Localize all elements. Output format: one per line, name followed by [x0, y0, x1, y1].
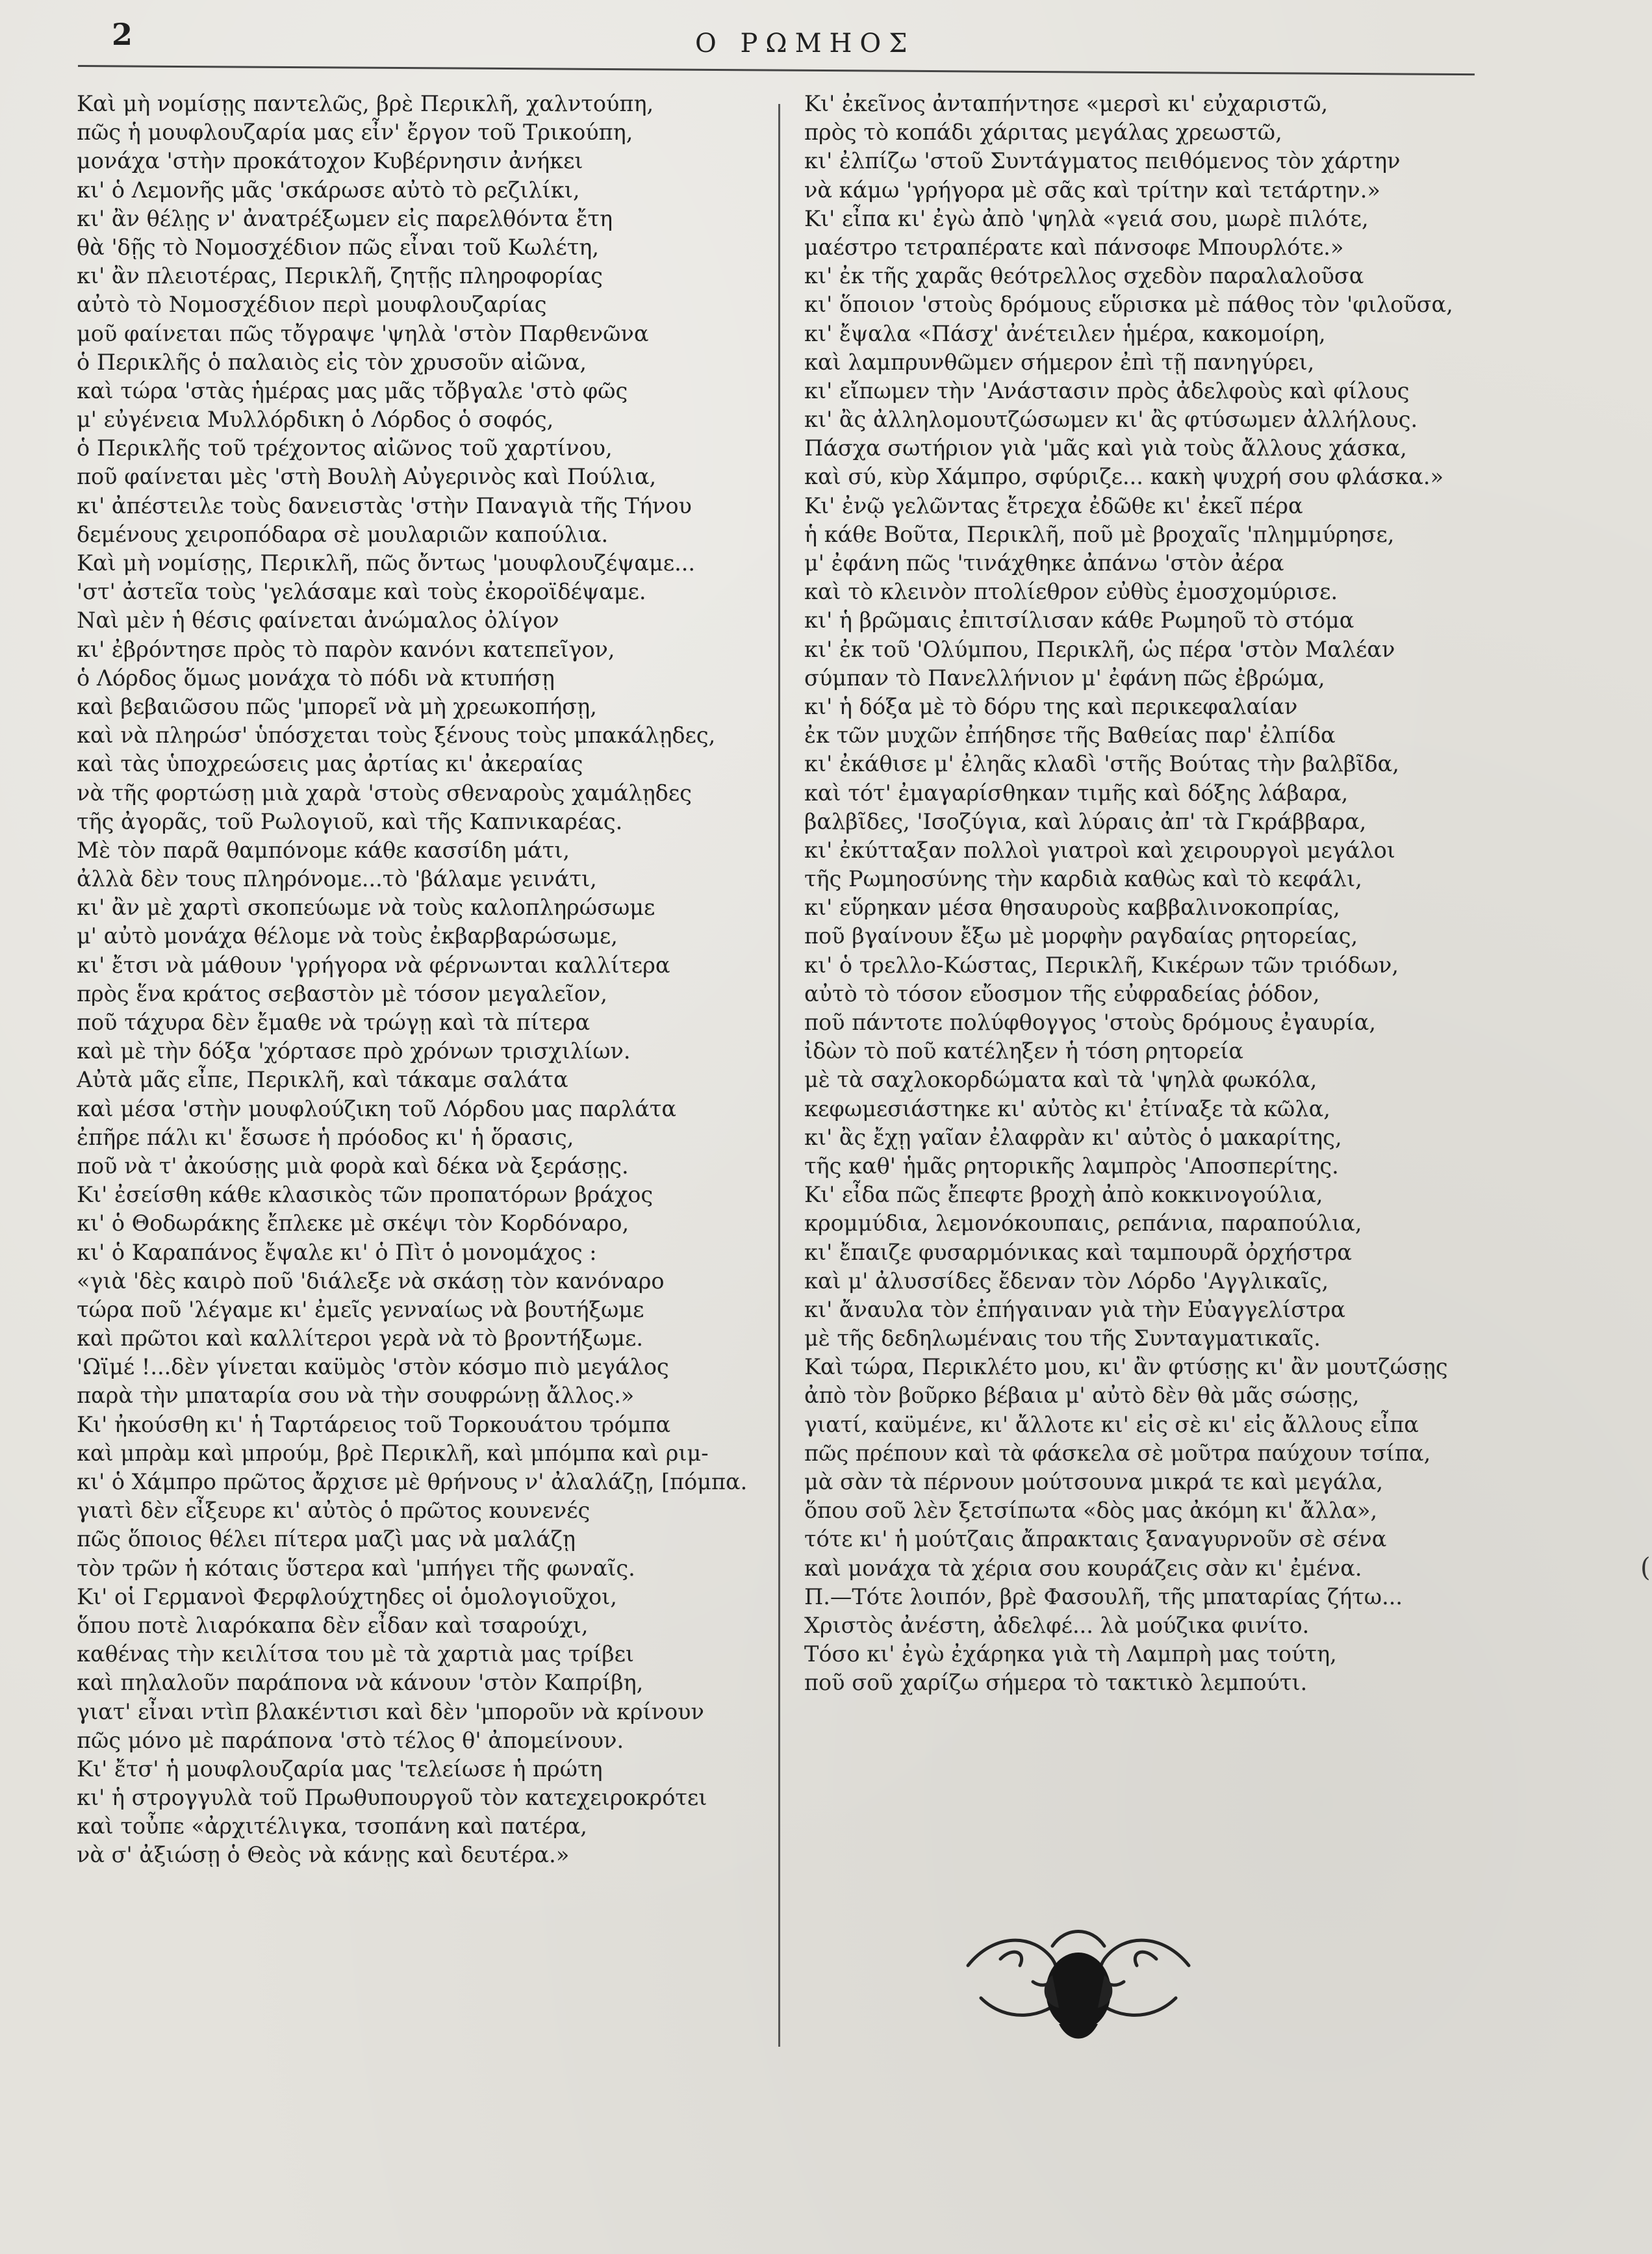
column-divider	[778, 104, 780, 2047]
text-line: Κι' ἐκεῖνος ἀνταπήντησε «μερσὶ κι' εὐχαριστῶ,	[804, 91, 1328, 116]
text-line: κι' ἂν μὲ χαρτὶ σκοπεύωμε νὰ τοὺς καλοπληρώσωμε	[77, 895, 655, 921]
text-line: κι' ἡ βρῶμαις ἐπιτσίλισαν κάθε Ρωμηοῦ τὸ στόμα	[804, 608, 1354, 634]
text-line: ποῦ σοῦ χαρίζω σήμερα τὸ τακτικὸ λεμπούτι.	[804, 1670, 1308, 1696]
text-line: καὶ βεβαιῶσου πῶς 'μπορεῖ νὰ μὴ χρεωκοπήσῃ,	[77, 693, 597, 719]
text-line: καὶ τοὖπε «ἀρχιτέλιγκα, τσοπάνη καὶ πατέρα,	[77, 1813, 587, 1839]
text-line: καθένας τὴν κειλίτσα του μὲ τὰ χαρτιὰ μας τρίβει	[77, 1641, 635, 1667]
text-line: Π.—Τότε λοιπόν, βρὲ Φασουλῆ, τῆς μπαταρίας ζήτω...	[804, 1583, 1403, 1609]
text-line: δεμένους χειροπόδαρα σὲ μουλαριῶν καπούλια.	[77, 521, 609, 547]
text-line: Μὲ τὸν παρᾶ θαμπόνομε κάθε κασσίδη μάτι,	[77, 837, 570, 863]
text-line: κι' ἐκ τῆς χαρᾶς θεότρελλος σχεδὸν παραλαλοῦσα	[804, 263, 1364, 289]
right-column	[804, 90, 1473, 1698]
text-line: καὶ λαμπρυνθῶμεν σήμερον ἐπὶ τῇ πανηγύρει,	[804, 349, 1315, 375]
text-line: Κι' ἐσείσθη κάθε κλασικὸς τῶν προπατόρων βράχος	[77, 1182, 654, 1208]
text-line: κι' ὁ Χάμπρο πρῶτος ἄρχισε μὲ θρήνους ν' ἀλαλάζῃ, [πόμπα.	[77, 1469, 748, 1494]
text-line: μοῦ φαίνεται πῶς τὄγραψε 'ψηλὰ 'στὸν Παρθενῶνα	[77, 320, 649, 346]
text-line: 'στ' ἀστεῖα τοὺς 'γελάσαμε καὶ τοὺς ἐκοροϊδέψαμε.	[77, 579, 646, 605]
text-line: Καὶ τώρα, Περικλέτο μου, κι' ἂν φτύσῃς κι' ἂν μουτζώσῃς	[804, 1354, 1448, 1380]
text-line: ποῦ νὰ τ' ἀκούσῃς μιὰ φορὰ καὶ δέκα νὰ ξεράσῃς.	[77, 1153, 629, 1179]
text-line: κι' ἔτσι νὰ μάθουν 'γρήγορα νὰ φέρνωνται καλλίτερα	[77, 952, 670, 978]
text-line: πρὸς ἕνα κράτος σεβαστὸν μὲ τόσον μεγαλεῖον,	[77, 980, 607, 1006]
text-line: Ναὶ μὲν ἡ θέσις φαίνεται ἀνώμαλος ὀλίγον	[77, 608, 559, 634]
text-line: ἀπὸ τὸν βοῦρκο βέβαια μ' αὐτὸ δὲν θὰ μᾶς σώσῃς,	[804, 1383, 1360, 1409]
text-line: καὶ σύ, κὺρ Χάμπρο, σφύριζε... κακὴ ψυχρή σου φλάσκα.»	[804, 464, 1444, 490]
text-line: αὐτὸ τὸ Νομοσχέδιον περὶ μουφλουζαρίας	[77, 292, 547, 318]
text-line: κι' ὅποιον 'στοὺς δρόμους εὕρισκα μὲ πάθος τὸν 'φιλοῦσα,	[804, 292, 1453, 318]
text-line: καὶ μπρὰμ καὶ μπρούμ, βρὲ Περικλῆ, καὶ μπόμπα καὶ ριμ-	[77, 1440, 709, 1466]
text-line: ὁ Λόρδος ὅμως μονάχα τὸ πόδι νὰ κτυπήσῃ	[77, 665, 555, 691]
text-line: καὶ πρῶτοι καὶ καλλίτεροι γερὰ νὰ τὸ βροντήξωμε.	[77, 1326, 643, 1351]
text-line: ὁ Περικλῆς ὁ παλαιὸς εἰς τὸν χρυσοῦν αἰῶνα,	[77, 349, 587, 375]
text-line: ἰδὼν τὸ ποῦ κατέληξεν ἡ τόση ρητορεία	[804, 1038, 1244, 1064]
text-line: σύμπαν τὸ Πανελλήνιον μ' ἐφάνη πῶς ἐβρώμα,	[804, 665, 1325, 691]
text-line: κι' ἂς ἔχῃ γαῖαν ἐλαφρὰν κι' αὐτὸς ὁ μακαρίτης,	[804, 1124, 1342, 1150]
text-line: Κι' ἔτσ' ἡ μουφλουζαρία μας 'τελείωσε ἡ πρώτη	[77, 1756, 603, 1782]
text-line: γιατί, καϋμένε, κι' ἄλλοτε κι' εἰς σὲ κι' εἰς ἄλλους εἶπα	[804, 1411, 1419, 1437]
text-line: ἡ κάθε Βοῦτα, Περικλῆ, ποῦ μὲ βροχαῖς 'πλημμύρησε,	[804, 521, 1395, 547]
text-line: κι' ἄναυλα τὸν ἐπήγαιναν γιὰ τὴν Εὐαγγελίστρα	[804, 1296, 1345, 1322]
text-line: καὶ τὰς ὑποχρεώσεις μας ἀρτίας κι' ἀκεραίας	[77, 751, 583, 777]
text-line: κι' ἂν πλειοτέρας, Περικλῆ, ζητῇς πληροφορίας	[77, 263, 603, 289]
text-line: κι' ἐλπίζω 'στοῦ Συντάγματος πειθόμενος τὸν χάρτην	[804, 148, 1401, 174]
text-line: Κι' εἶπα κι' ἐγὼ ἀπὸ 'ψηλὰ «γειά σου, μωρὲ πιλότε,	[804, 205, 1369, 231]
text-line: κι' ὁ Θοδωράκης ἔπλεκε μὲ σκέψι τὸν Κορδόναρο,	[77, 1210, 629, 1236]
text-line: Καὶ μὴ νομίσῃς, Περικλῆ, πῶς ὄντως 'μουφλουζέψαμε...	[77, 550, 696, 576]
text-line: Κι' ἐνῷ γελῶντας ἔτρεχα ἐδῶθε κι' ἐκεῖ πέρα	[804, 493, 1303, 519]
text-line: νὰ κάμω 'γρήγορα μὲ σᾶς καὶ τρίτην καὶ τετάρτην.»	[804, 177, 1380, 203]
text-line: κι' ἡ στρογγυλὰ τοῦ Πρωθυπουργοῦ τὸν κατεχειροκρότει	[77, 1785, 707, 1811]
text-line: νὰ σ' ἀξιώσῃ ὁ Θεὸς νὰ κάνῃς καὶ δευτέρα.»	[77, 1842, 570, 1868]
text-line: νὰ τῆς φορτώσῃ μιὰ χαρὰ 'στοὺς σθεναροὺς χαμάλῃδες	[77, 780, 692, 806]
text-line: πρὸς τὸ κοπάδι χάριτας μεγάλας χρεωστῶ,	[804, 120, 1282, 146]
text-line: Καὶ μὴ νομίσῃς παντελῶς, βρὲ Περικλῆ, χαλντούπη,	[77, 91, 654, 116]
text-line: κι' ἐβρόντησε πρὸς τὸ παρὸν κανόνι κατεπεῖγον,	[77, 636, 615, 662]
text-line: καὶ μονάχα τὰ χέρια σου κουράζεις σὰν κι' ἐμένα.	[804, 1555, 1362, 1581]
text-line: παρὰ τὴν μπαταρία σου νὰ τὴν σουφρώνῃ ἄλλος.»	[77, 1383, 635, 1409]
text-line: ἐπῆρε πάλι κι' ἔσωσε ἡ πρόοδος κι' ἡ ὅρασις,	[77, 1124, 574, 1150]
text-line: κεφωμεσιάστηκε κι' αὐτὸς κι' ἐτίναξε τὰ κῶλα,	[804, 1095, 1330, 1121]
text-line: καὶ μέσα 'στὴν μουφλούζικη τοῦ Λόρδου μας παρλάτα	[77, 1095, 677, 1121]
header-rule	[78, 65, 1475, 75]
text-line: κι' ἐκ τοῦ 'Ολύμπου, Περικλῆ, ὡς πέρα 'στὸν Μαλέαν	[804, 636, 1395, 662]
text-line: κι' ὁ Καραπάνος ἔψαλε κι' ὁ Πὶτ ὁ μονομάχος :	[77, 1239, 597, 1265]
text-line: τῆς Ρωμηοσύνης τὴν καρδιὰ καθὼς καὶ τὸ κεφάλι,	[804, 866, 1362, 892]
text-line: βαλβῖδες, 'Ισοζύγια, καὶ λύραις ἀπ' τὰ Γκράββαρα,	[804, 808, 1367, 834]
text-line: μὰ σὰν τὰ πέρνουν μούτσουνα μικρά τε καὶ μεγάλα,	[804, 1469, 1384, 1494]
text-line: μ' αὐτὸ μονάχα θέλομε νὰ τοὺς ἐκβαρβαρώσωμε,	[77, 923, 618, 949]
text-line: κι' ἡ δόξα μὲ τὸ δόρυ της καὶ περικεφαλαίαν	[804, 693, 1298, 719]
text-line: τὸν τρῶν ἡ κόταις ὕστερα καὶ 'μπήγει τῆς φωναῖς.	[77, 1555, 635, 1581]
text-line: ἐκ τῶν μυχῶν ἐπήδησε τῆς Βαθείας παρ' ἐλπίδα	[804, 723, 1336, 749]
floral-vignette-icon	[955, 1920, 1202, 2050]
text-line: Κι' οἱ Γερμανοὶ Φερφλούχτηδες οἱ ὁμολογιοῦχοι,	[77, 1583, 617, 1609]
text-line: Χριστὸς ἀνέστη, ἀδελφέ... λὰ μούζικα φινίτο.	[804, 1612, 1310, 1638]
text-line: μ' εὐγένεια Μυλλόρδικη ὁ Λόρδος ὁ σοφός,	[77, 407, 554, 433]
text-line: γιατὶ δὲν εἶξευρε κι' αὐτὸς ὁ πρῶτος κουνενές	[77, 1498, 591, 1524]
text-line: «γιὰ 'δὲς καιρὸ ποῦ 'διάλεξε νὰ σκάσῃ τὸν κανόναρο	[77, 1268, 665, 1294]
text-line: μ' ἐφάνη πῶς 'τινάχθηκε ἀπάνω 'στὸν ἀέρα	[804, 550, 1284, 576]
text-line: κι' ἂς ἀλληλομουτζώσωμεν κι' ἂς φτύσωμεν ἀλλήλους.	[804, 407, 1418, 433]
text-line: καὶ νὰ πληρώσ' ὑπόσχεται τοὺς ξένους τοὺς μπακάλῃδες,	[77, 723, 716, 749]
text-line: κι' ἐκάθισε μ' ἐληᾶς κλαδὶ 'στῆς Βούτας τὴν βαλβῖδα,	[804, 751, 1399, 777]
text-line: κι' ὁ τρελλο-Κώστας, Περικλῆ, Κικέρων τῶν τριόδων,	[804, 952, 1399, 978]
text-line: κι' ἐκύτταξαν πολλοὶ γιατροὶ καὶ χειρουργοὶ μεγάλοι	[804, 837, 1395, 863]
text-line: τότε κι' ἡ μούτζαις ἄπρακταις ξαναγυρνοῦν σὲ σένα	[804, 1526, 1387, 1552]
text-line: Τόσο κι' ἐγὼ ἐχάρηκα γιὰ τὴ Λαμπρὴ μας τούτη,	[804, 1641, 1337, 1667]
text-line: πῶς μόνο μὲ παράπονα 'στὸ τέλος θ' ἀπομείνουν.	[77, 1727, 624, 1753]
text-line: καὶ τότ' ἐμαγαρίσθηκαν τιμῆς καὶ δόξης λάβαρα,	[804, 780, 1349, 806]
text-line: Κι' εἶδα πῶς ἔπεφτε βροχὴ ἀπὸ κοκκινογούλια,	[804, 1182, 1323, 1208]
text-line: θὰ 'δῇς τὸ Νομοσχέδιον πῶς εἶναι τοῦ Κωλέτη,	[77, 234, 599, 260]
text-line: ὅπου σοῦ λὲν ξετσίπωτα «δὸς μας ἀκόμη κι' ἄλλα»,	[804, 1498, 1378, 1524]
text-line: Πάσχα σωτήριον γιὰ 'μᾶς καὶ γιὰ τοὺς ἄλλους χάσκα,	[804, 435, 1407, 461]
text-line: ποῦ φαίνεται μὲς 'στὴ Βουλὴ Αὐγερινὸς καὶ Πούλια,	[77, 464, 657, 490]
text-line: καὶ τὸ κλεινὸν πτολίεθρον εὐθὺς ἐμοσχομύρισε.	[804, 579, 1338, 605]
text-line: Κι' ἠκούσθη κι' ἡ Ταρτάρειος τοῦ Τορκουάτου τρόμπα	[77, 1411, 671, 1437]
text-line: ὅπου ποτὲ λιαρόκαπα δὲν εἶδαν καὶ τσαρούχι,	[77, 1612, 589, 1638]
text-line: κρομμύδια, λεμονόκουπαις, ρεπάνια, παραπούλια,	[804, 1210, 1362, 1236]
text-line: κι' ἔψαλα «Πάσχ' ἀνέτειλεν ἡμέρα, κακομοίρη,	[804, 320, 1326, 346]
text-line: 'Ωϊμέ !...δὲν γίνεται καϋμὸς 'στὸν κόσμο πιὸ μεγάλος	[77, 1354, 669, 1380]
left-column	[77, 90, 765, 1870]
text-line: ποῦ τάχυρα δὲν ἔμαθε νὰ τρώγῃ καὶ τὰ πίτερα	[77, 1010, 591, 1035]
text-line: κι' ἂν θέλῃς ν' ἀνατρέξωμεν εἰς παρελθόντα ἔτη	[77, 205, 613, 231]
text-line: μὲ τῆς δεδηλωμέναις του τῆς Συνταγματικαῖς.	[804, 1326, 1321, 1351]
text-line: ὁ Περικλῆς τοῦ τρέχοντος αἰῶνος τοῦ χαρτίνου,	[77, 435, 613, 461]
text-line: γιατ' εἶναι ντὶπ βλακέντισι καὶ δὲν 'μποροῦν νὰ κρίνουν	[77, 1698, 704, 1724]
page-number: 2	[112, 17, 133, 52]
text-line: κι' εὕρηκαν μέσα θησαυροὺς καββαλινοκοπρίας,	[804, 895, 1340, 921]
text-line: κι' ἀπέστειλε τοὺς δανειστὰς 'στὴν Παναγιὰ τῆς Τήνου	[77, 493, 692, 519]
text-line: πῶς ἡ μουφλουζαρία μας εἶν' ἔργον τοῦ Τρικούπη,	[77, 120, 633, 146]
text-line: μονάχα 'στὴν προκάτοχον Κυβέρνησιν ἀνήκει	[77, 148, 583, 174]
text-line: μὲ τὰ σαχλοκορδώματα καὶ τὰ 'ψηλὰ φωκόλα,	[804, 1067, 1317, 1093]
text-line: τώρα ποῦ 'λέγαμε κι' ἐμεῖς γενναίως νὰ βουτήξωμε	[77, 1296, 644, 1322]
text-line: ποῦ βγαίνουν ἔξω μὲ μορφὴν ραγδαίας ρητορείας,	[804, 923, 1358, 949]
text-line: αὐτὸ τὸ τόσον εὔοσμον τῆς εὐφραδείας ῥόδον,	[804, 980, 1320, 1006]
text-line: τῆς καθ' ἡμᾶς ρητορικῆς λαμπρὸς 'Αποσπερίτης.	[804, 1153, 1339, 1179]
text-line: κι' εἴπωμεν τὴν 'Ανάστασιν πρὸς ἀδελφοὺς καὶ φίλους	[804, 378, 1410, 403]
text-line: πῶς πρέπουν καὶ τὰ φάσκελα σὲ μοῦτρα παύχουν τσίπα,	[804, 1440, 1431, 1466]
text-line: τῆς ἀγορᾶς, τοῦ Ρωλογιοῦ, καὶ τῆς Καπνικαρέας.	[77, 808, 623, 834]
text-line: καὶ πηλαλοῦν παράπονα νὰ κάνουν 'στὸν Καπρίβη,	[77, 1670, 644, 1696]
text-line: κι' ὁ Λεμονῆς μᾶς 'σκάρωσε αὐτὸ τὸ ρεζιλίκι,	[77, 177, 580, 203]
masthead-title: Ο ΡΩΜΗΟΣ	[695, 29, 915, 58]
text-line: ἀλλὰ δὲν τους πληρόνομε...τὸ 'βάλαμε γεινάτι,	[77, 866, 597, 892]
text-line: καὶ τώρα 'στὰς ἡμέρας μας μᾶς τὄβγαλε 'στὸ φῶς	[77, 378, 628, 403]
text-line: καὶ μὲ τὴν δόξα 'χόρτασε πρὸ χρόνων τρισχιλίων.	[77, 1038, 631, 1064]
text-line: καὶ μ' ἀλυσσίδες ἔδεναν τὸν Λόρδο 'Αγγλικαῖς,	[804, 1268, 1329, 1294]
text-line: κι' ἔπαιζε φυσαρμόνικας καὶ ταμπουρᾶ ὀρχήστρα	[804, 1239, 1352, 1265]
text-line: ποῦ πάντοτε πολύφθογγος 'στοὺς δρόμους ἐγαυρία,	[804, 1010, 1377, 1035]
text-line: Αὐτὰ μᾶς εἶπε, Περικλῆ, καὶ τάκαμε σαλάτα	[77, 1067, 568, 1093]
text-line: πῶς ὅποιος θέλει πίτερα μαζὶ μας νὰ μαλάζῃ	[77, 1526, 576, 1552]
text-line: μαέστρο τετραπέρατε καὶ πάνσοφε Μπουρλότε.»	[804, 234, 1344, 260]
edge-mark: (	[1640, 1553, 1651, 1583]
